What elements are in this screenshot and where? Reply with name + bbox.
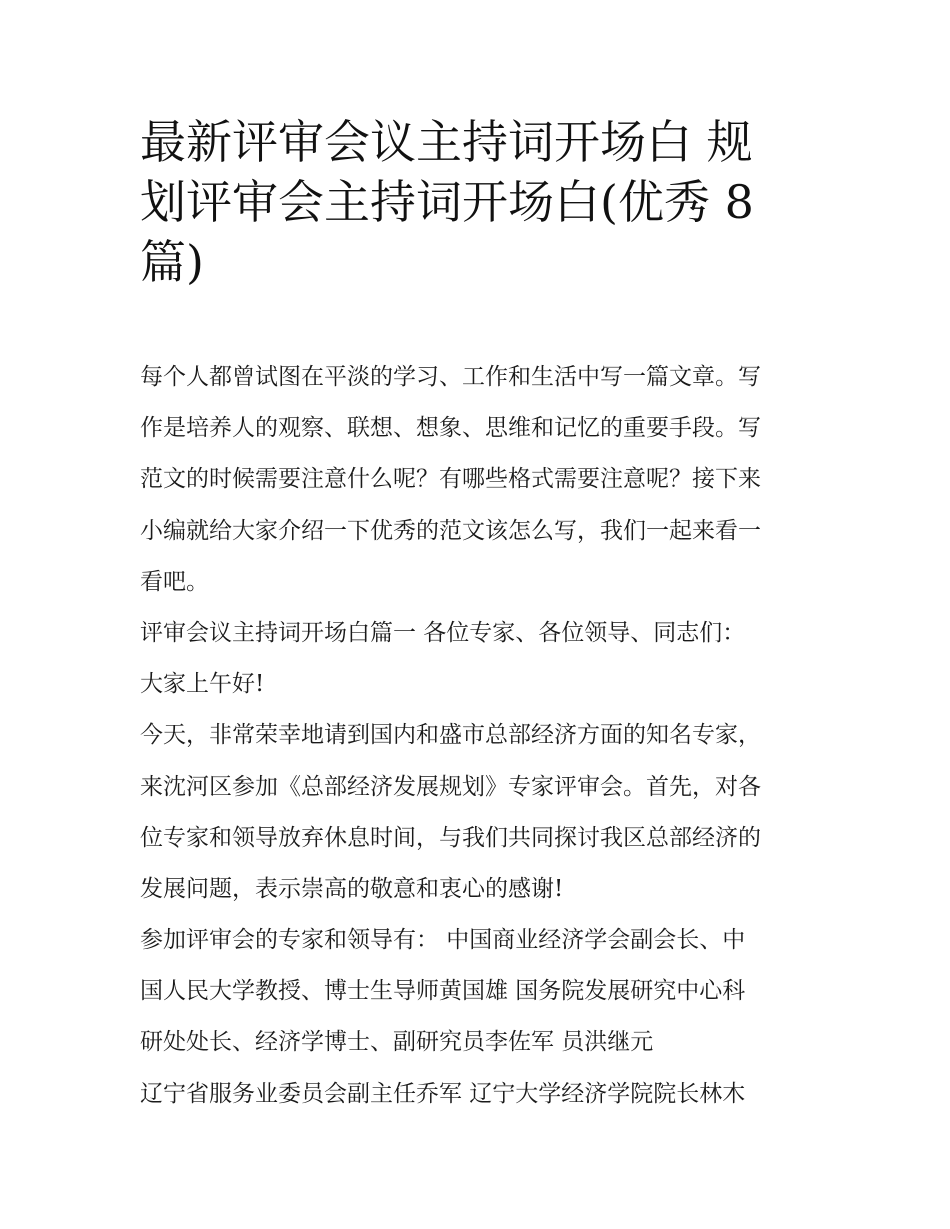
body-line: 每个人都曾试图在平淡的学习、工作和生活中写一篇文章。写 xyxy=(140,364,761,390)
title-line-3: 篇) xyxy=(140,235,204,289)
body-line: 研处处长、经济学博士、副研究员李佐军 员洪继元 xyxy=(140,1029,654,1056)
title-line-1: 最新评审会议主持词开场白 规 xyxy=(140,115,753,169)
body-line: 来沈河区参加《总部经济发展规划》专家评审会。首先，对各 xyxy=(140,773,761,800)
body-line: 参加评审会的专家和领导有： 中国商业经济学会副会长、中 xyxy=(140,927,746,954)
body-line: 辽宁省服务业委员会副主任乔军 辽宁大学经济学院院长林木 xyxy=(140,1080,746,1107)
body-line: 看吧。 xyxy=(140,568,209,595)
body-line: 位专家和领导放弃休息时间，与我们共同探讨我区总部经济的 xyxy=(140,824,761,851)
document-body xyxy=(140,352,820,1120)
body-line: 范文的时候需要注意什么呢？有哪些格式需要注意呢？接下来 xyxy=(140,466,761,493)
document-title xyxy=(140,112,820,292)
body-line: 评审会议主持词开场白篇一 各位专家、各位领导、同志们： xyxy=(140,619,746,646)
body-line: 国人民大学教授、博士生导师黄国雄 国务院发展研究中心科 xyxy=(140,978,746,1005)
title-line-2: 划评审会主持词开场白(优秀 8 xyxy=(140,175,754,229)
body-line: 发展问题，表示崇高的敬意和衷心的感谢! xyxy=(140,875,564,902)
body-line: 小编就给大家介绍一下优秀的范文该怎么写，我们一起来看一 xyxy=(140,517,761,544)
body-line: 作是培养人的观察、联想、想象、思维和记忆的重要手段。写 xyxy=(140,415,761,442)
body-line: 今天，非常荣幸地请到国内和盛市总部经济方面的知名专家， xyxy=(140,722,761,749)
body-line: 大家上午好! xyxy=(140,671,265,698)
